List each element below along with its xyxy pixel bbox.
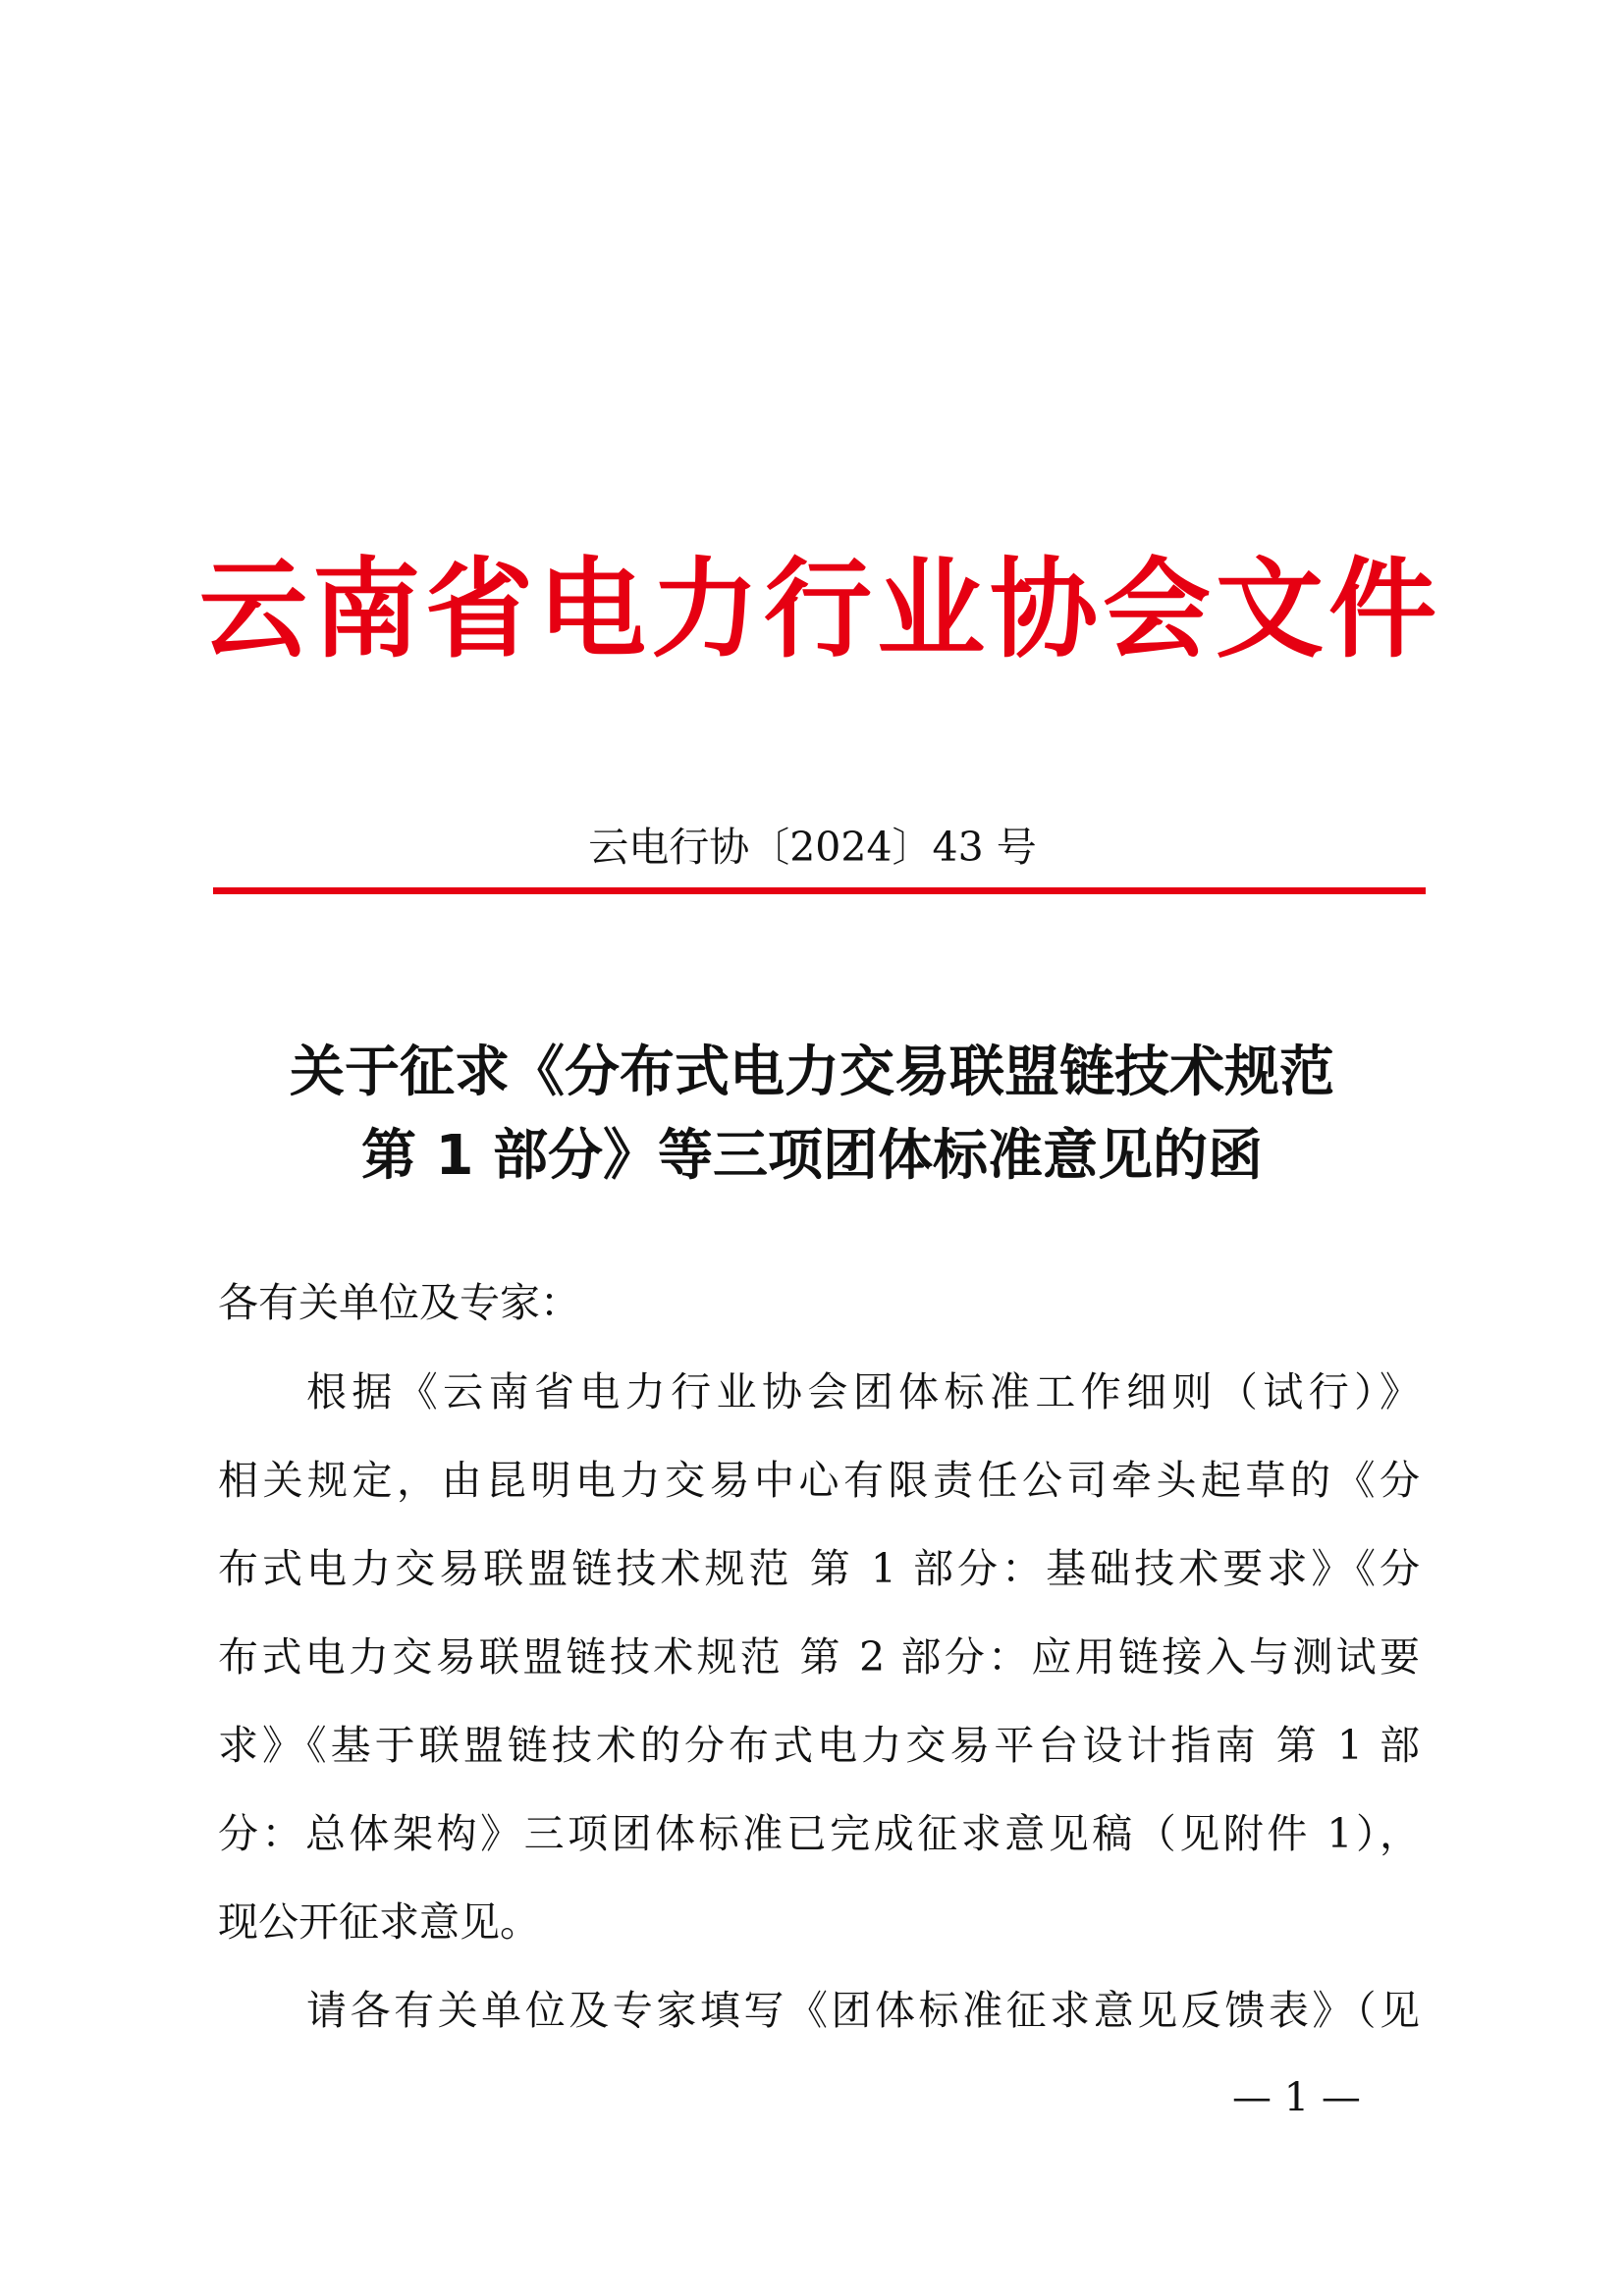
page-number: — 1 — (1232, 2075, 1361, 2120)
paragraph-1-line-5: 求》《基于联盟链技术的分布式电力交易平台设计指南 第 1 部 (218, 1722, 1420, 1769)
document-title (196, 1031, 1428, 1198)
paragraph-1-line-7: 现公开征求意见。 (218, 1898, 540, 1946)
title-line-1: 关于征求《分布式电力交易联盟链技术规范 (290, 1041, 1334, 1104)
paragraph-2-line-1: 请各有关单位及专家填写《团体标准征求意见反馈表》（见 (306, 1987, 1420, 2034)
paragraph-1-line-1: 根据《云南省电力行业协会团体标准工作细则（试行）》 (306, 1368, 1420, 1415)
paragraph-1-line-3: 布式电力交易联盟链技术规范 第 1 部分：基础技术要求》《分 (218, 1545, 1420, 1592)
document-number: 云电行协〔2024〕43 号 (588, 824, 1037, 871)
paragraph-1-line-2: 相关规定，由昆明电力交易中心有限责任公司牵头起草的《分 (218, 1457, 1420, 1504)
issuing-organization-header: 云南省电力行业协会文件 (199, 547, 1441, 672)
paragraph-1-line-6: 分：总体架构》三项团体标准已完成征求意见稿（见附件 1）， (218, 1810, 1420, 1857)
salutation: 各有关单位及专家： (218, 1279, 580, 1326)
title-line-2: 第 1 部分》等三项团体标准意见的函 (361, 1124, 1263, 1188)
red-separator-line (213, 887, 1426, 894)
paragraph-1-line-4: 布式电力交易联盟链技术规范 第 2 部分：应用链接入与测试要 (218, 1633, 1420, 1681)
